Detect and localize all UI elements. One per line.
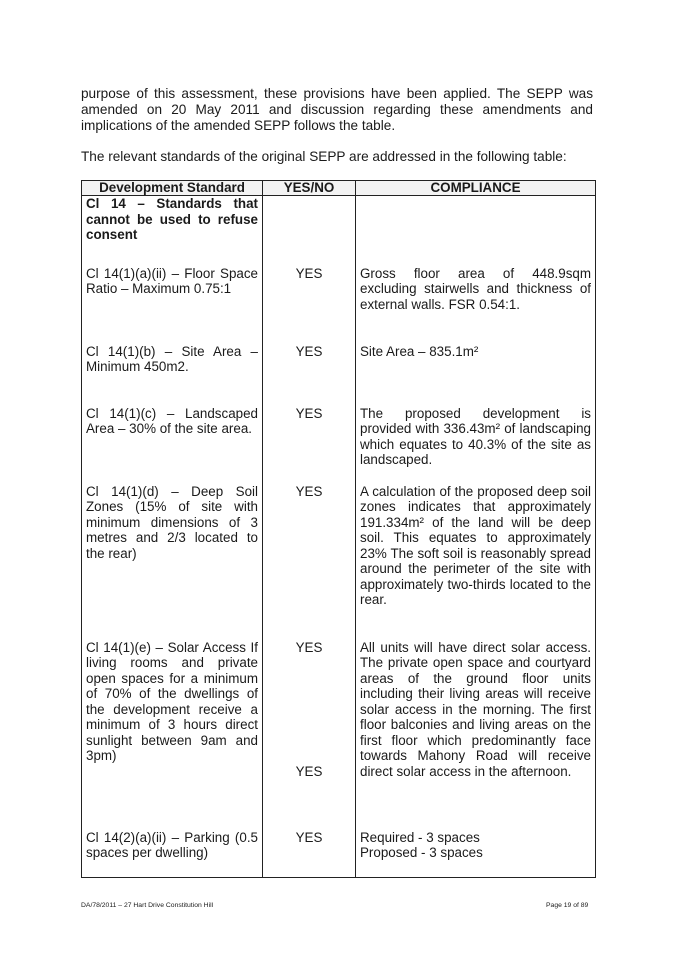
standards-table bbox=[81, 180, 596, 878]
standard-cell: Cl 14(2)(a)(ii) – Parking (0.5 spaces per dwelling) bbox=[82, 830, 263, 878]
table-row bbox=[82, 266, 596, 344]
compliance-cell: All units will have direct solar access. The private open space and courtyard areas of the ground floor units including their living areas will receive solar access in the morning. The first floor balconies and living areas on the first floor which predominantly face towards Mahony Road will receive direct solar access in the afternoon. bbox=[356, 640, 596, 830]
standard-cell: Cl 14(1)(e) – Solar Access If living rooms and private open spaces for a minimum of 70% of the dwellings of the development receive a minimum of 3 hours direct sunlight between 9am and 3pm) bbox=[82, 640, 263, 830]
yes-no-cell: YES bbox=[263, 830, 356, 878]
compliance-proposed: Proposed - 3 spaces bbox=[360, 845, 483, 860]
header-compliance: COMPLIANCE bbox=[356, 181, 596, 196]
yes-no-cell: YES bbox=[263, 484, 356, 640]
compliance-cell: Gross floor area of 448.9sqm excluding stairwells and thickness of external walls. FSR 0.54:1. bbox=[356, 266, 596, 344]
footer-page-number: Page 19 of 89 bbox=[546, 902, 589, 909]
table-row bbox=[82, 196, 596, 266]
yes-no-cell: YES bbox=[263, 266, 356, 344]
table-row bbox=[82, 830, 596, 878]
yes-no-cell: YES bbox=[263, 406, 356, 484]
table-row bbox=[82, 406, 596, 484]
standard-cell: Cl 14(1)(a)(ii) – Floor Space Ratio – Maximum 0.75:1 bbox=[82, 266, 263, 344]
yes-no-cell: YES bbox=[263, 344, 356, 406]
intro-paragraph: purpose of this assessment, these provisions have been applied. The SEPP was amended on 20 May 2011 and discussion regarding these amendments and implications of the amended SEPP follows the table. bbox=[81, 86, 593, 133]
section-heading: Cl 14 – Standards that cannot be used to refuse consent bbox=[86, 196, 258, 242]
compliance-required: Required - 3 spaces bbox=[360, 829, 480, 845]
standard-cell: Cl 14(1)(b) – Site Area – Minimum 450m2. bbox=[82, 344, 263, 406]
table-row bbox=[82, 484, 596, 640]
compliance-cell: The proposed development is provided with 336.43m² of landscaping which equates to 40.3% of the site as landscaped. bbox=[356, 406, 596, 484]
compliance-cell: A calculation of the proposed deep soil zones indicates that approximately 191.334m² of the land will be deep soil. This equates to approximately 23% The soft soil is reasonably spread around the perimeter of the site with approximately two-thirds located to the rear. bbox=[356, 484, 596, 640]
standard-cell: Cl 14(1)(c) – Landscaped Area – 30% of the site area. bbox=[82, 406, 263, 484]
table-header-row bbox=[82, 181, 596, 196]
yes-no-cell-second: YES bbox=[295, 764, 323, 779]
footer-reference: DA/78/2011 – 27 Hart Drive Constitution Hill bbox=[81, 902, 214, 909]
table-lead-paragraph: The relevant standards of the original SEPP are addressed in the following table: bbox=[81, 149, 567, 164]
header-yes-no: YES/NO bbox=[263, 181, 356, 196]
table-row bbox=[82, 640, 596, 830]
table-row bbox=[82, 344, 596, 406]
yes-no-cell: YES bbox=[295, 639, 323, 655]
standard-cell: Cl 14(1)(d) – Deep Soil Zones (15% of site with minimum dimensions of 3 metres and 2/3 located to the rear) bbox=[82, 484, 263, 640]
compliance-cell: Site Area – 835.1m² bbox=[356, 344, 596, 406]
header-development-standard: Development Standard bbox=[82, 181, 263, 196]
